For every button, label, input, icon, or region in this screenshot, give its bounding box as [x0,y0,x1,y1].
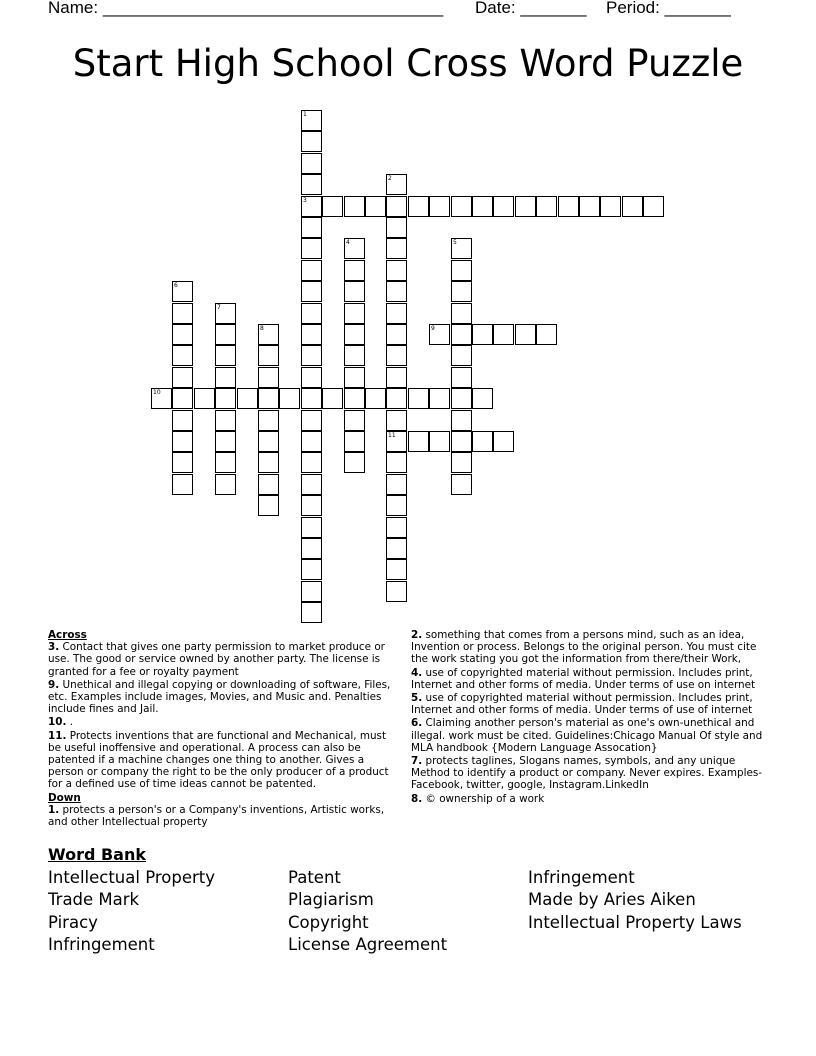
word-bank-item: License Agreement [288,935,448,954]
clue-number: 1 [303,111,307,118]
grid-cell[interactable] [429,388,450,409]
grid-cell[interactable] [172,410,193,431]
grid-cell[interactable] [258,431,279,452]
grid-cell[interactable] [344,281,365,302]
down-clue-1: 1. protects a person's or a Company's inventions, Artistic works, and other Intellectual property [48,803,385,829]
across-clue-10: 10. . [48,716,74,729]
grid-cell[interactable] [344,345,365,366]
grid-cell[interactable] [258,495,279,516]
grid-cell[interactable] [451,260,472,281]
grid-cell[interactable] [451,474,472,495]
word-bank-item: Copyright [288,913,369,932]
grid-cell[interactable] [493,196,514,217]
grid-cell[interactable] [301,431,322,452]
clue-number: 11 [388,432,396,439]
grid-cell[interactable] [151,388,172,409]
grid-cell[interactable] [172,474,193,495]
word-bank-item: Plagiarism [288,890,374,909]
grid-cell[interactable] [451,196,472,217]
grid-cell[interactable] [386,495,407,516]
date-label: Date: [475,0,516,17]
page-title: Start High School Cross Word Puzzle [72,42,744,85]
grid-cell[interactable] [386,174,407,195]
name-label: Name: [48,0,99,17]
grid-cell[interactable] [493,431,514,452]
clue-number: 7 [217,304,221,311]
grid-cell[interactable] [301,345,322,366]
grid-cell[interactable] [451,410,472,431]
grid-cell[interactable] [536,196,557,217]
grid-cell[interactable] [301,217,322,238]
grid-cell[interactable] [600,196,621,217]
grid-cell[interactable] [301,474,322,495]
grid-cell[interactable] [386,281,407,302]
grid-cell[interactable] [301,238,322,259]
grid-cell[interactable] [301,410,322,431]
grid-cell[interactable] [344,196,365,217]
grid-cell[interactable] [301,367,322,388]
grid-cell[interactable] [301,581,322,602]
clue-number: 9 [431,325,435,332]
grid-cell[interactable] [215,388,236,409]
date-field[interactable] [475,0,587,18]
clue-number: 2 [388,175,392,182]
grid-cell[interactable] [258,324,279,345]
grid-cell[interactable] [344,238,365,259]
grid-cell[interactable] [386,581,407,602]
grid-cell[interactable] [429,324,450,345]
grid-cell[interactable] [344,260,365,281]
grid-cell[interactable] [451,324,472,345]
word-bank-item: Intellectual Property Laws [528,913,742,932]
grid-cell[interactable] [172,452,193,473]
grid-cell[interactable] [344,431,365,452]
down-clue-7: 7. protects taglines, Slogans names, symbols, and any unique Method to identify a product or company. Never expires. Examples- Facebook, twitter, google, Instagram.LinkedIn [411,755,763,792]
grid-cell[interactable] [172,303,193,324]
name-blank[interactable]: ____________________________________ [102,0,444,17]
grid-cell[interactable] [344,367,365,388]
grid-cell[interactable] [237,388,258,409]
grid-cell[interactable] [215,367,236,388]
grid-cell[interactable] [322,388,343,409]
grid-cell[interactable] [558,196,579,217]
clue-number: 5 [453,239,457,246]
word-bank-item: Infringement [528,868,635,887]
grid-cell[interactable] [301,303,322,324]
grid-cell[interactable] [579,196,600,217]
grid-cell[interactable] [344,410,365,431]
grid-cell[interactable] [172,431,193,452]
word-bank-item: Patent [288,868,341,887]
grid-cell[interactable] [451,345,472,366]
grid-cell[interactable] [301,324,322,345]
grid-cell[interactable] [515,196,536,217]
grid-cell[interactable] [172,388,193,409]
clue-number: 10 [153,389,161,396]
grid-cell[interactable] [386,345,407,366]
grid-cell[interactable] [279,388,300,409]
grid-cell[interactable] [386,196,407,217]
grid-cell[interactable] [386,303,407,324]
grid-cell[interactable] [301,559,322,580]
grid-cell[interactable] [344,303,365,324]
grid-cell[interactable] [451,388,472,409]
grid-cell[interactable] [301,196,322,217]
grid-cell[interactable] [301,110,322,131]
grid-cell[interactable] [386,238,407,259]
period-blank[interactable]: _______ [664,0,731,17]
clue-number: 8 [260,325,264,332]
grid-cell[interactable] [172,281,193,302]
grid-cell[interactable] [408,431,429,452]
word-bank-item: Trade Mark [48,890,140,909]
grid-cell[interactable] [301,388,322,409]
grid-cell[interactable] [386,474,407,495]
grid-cell[interactable] [365,196,386,217]
grid-cell[interactable] [344,452,365,473]
grid-cell[interactable] [429,431,450,452]
grid-cell[interactable] [386,559,407,580]
grid-cell[interactable] [386,517,407,538]
grid-cell[interactable] [172,324,193,345]
grid-cell[interactable] [301,495,322,516]
name-field[interactable] [48,0,443,18]
grid-cell[interactable] [215,303,236,324]
grid-cell[interactable] [258,345,279,366]
down-clue-5: 5. use of copyrighted material without permission. Includes print, Internet and other forms of media. Under terms of use of internet [411,692,753,717]
grid-cell[interactable] [472,388,493,409]
grid-cell[interactable] [172,367,193,388]
grid-cell[interactable] [301,281,322,302]
grid-cell[interactable] [386,217,407,238]
grid-cell[interactable] [386,260,407,281]
grid-cell[interactable] [386,324,407,345]
grid-cell[interactable] [301,174,322,195]
grid-cell[interactable] [515,324,536,345]
grid-cell[interactable] [429,196,450,217]
grid-cell[interactable] [258,452,279,473]
grid-cell[interactable] [301,153,322,174]
grid-cell[interactable] [386,388,407,409]
grid-cell[interactable] [194,388,215,409]
grid-cell[interactable] [344,388,365,409]
grid-cell[interactable] [386,431,407,452]
grid-cell[interactable] [301,260,322,281]
grid-cell[interactable] [472,324,493,345]
grid-cell[interactable] [408,388,429,409]
clue-number: 3 [303,197,307,204]
grid-cell[interactable] [215,410,236,431]
clues-right-column [411,629,769,806]
grid-cell[interactable] [622,196,643,217]
grid-cell[interactable] [451,367,472,388]
grid-cell[interactable] [451,281,472,302]
period-label: Period: [606,0,660,17]
grid-cell[interactable] [493,324,514,345]
across-clue-11: 11. Protects inventions that are functional and Mechanical, must be useful inoffensive and operational. A process can also be patented if a machine changes one thing to another. Gives a person or company the right to be the only producer of a product for a defined use of time ideas cannot be patented. [48,729,389,791]
word-bank-heading: Word Bank [48,845,147,864]
grid-cell[interactable] [172,345,193,366]
grid-cell[interactable] [215,345,236,366]
grid-cell[interactable] [258,410,279,431]
grid-cell[interactable] [258,388,279,409]
word-bank-item: Infringement [48,935,155,954]
period-field[interactable] [606,0,731,18]
grid-cell[interactable] [408,196,429,217]
grid-cell[interactable] [472,196,493,217]
grid-cell[interactable] [386,410,407,431]
across-heading: Across [48,629,87,641]
grid-cell[interactable] [451,431,472,452]
down-clue-6: 6. Claiming another person's material as one's own-unethical and illegal. work must be cited. Guidelines:Chicago Manual Of style and MLA handbook {Modern Language Assocation} [411,717,763,754]
grid-cell[interactable] [215,324,236,345]
grid-cell[interactable] [451,238,472,259]
down-clue-2: 2. something that comes from a persons mind, such as an idea, Invention or process. Belongs to the original person. You must cite the work stating you got the information from there/their Work, [411,629,757,666]
across-clue-9: 9. Unethical and illegal copying or downloading of software, Files, etc. Examples include images, Movies, and Music and. Penalties include fines and Jail. [48,678,391,716]
grid-cell[interactable] [301,452,322,473]
grid-cell[interactable] [215,431,236,452]
down-heading: Down [48,791,81,804]
across-clue-3: 3. Contact that gives one party permission to market produce or use. The good or service owned by another party. The license is granted for a fee or royalty payment [48,641,385,678]
clue-number: 6 [174,282,178,289]
grid-cell[interactable] [301,602,322,623]
grid-cell[interactable] [451,452,472,473]
grid-cell[interactable] [643,196,664,217]
down-clue-4: 4. use of copyrighted material without permission. Includes print, Internet and other forms of media. Under terms of use on internet [411,666,756,691]
grid-cell[interactable] [386,452,407,473]
grid-cell[interactable] [258,474,279,495]
grid-cell[interactable] [301,131,322,152]
grid-cell[interactable] [451,303,472,324]
grid-cell[interactable] [301,538,322,559]
grid-cell[interactable] [258,367,279,388]
word-bank-item: Made by Aries Aiken [528,890,696,909]
clue-number: 4 [346,239,350,246]
grid-cell[interactable] [344,324,365,345]
grid-cell[interactable] [215,452,236,473]
word-bank-item: Intellectual Property [48,868,216,887]
grid-cell[interactable] [386,538,407,559]
clues-left-column [48,629,400,829]
word-bank-item: Piracy [48,913,98,932]
grid-cell[interactable] [536,324,557,345]
grid-cell[interactable] [365,388,386,409]
grid-cell[interactable] [386,367,407,388]
down-clue-8: 8. © ownership of a work [411,792,545,805]
grid-cell[interactable] [215,474,236,495]
grid-cell[interactable] [472,431,493,452]
grid-cell[interactable] [301,517,322,538]
date-blank[interactable]: _______ [520,0,587,17]
grid-cell[interactable] [322,196,343,217]
